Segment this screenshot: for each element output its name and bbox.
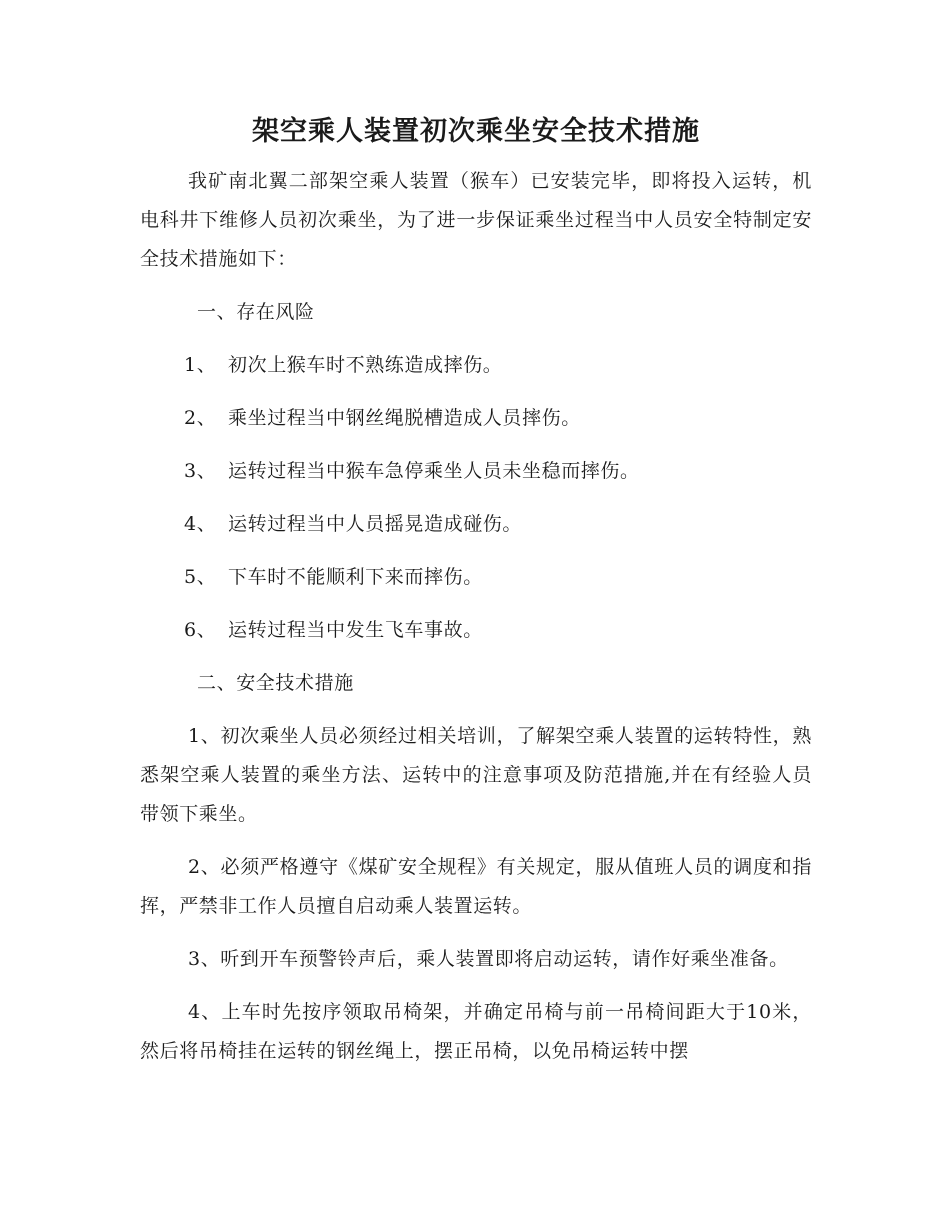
measure-paragraph: 3、听到开车预警铃声后，乘人装置即将启动运转，请作好乘坐准备。	[188, 948, 789, 970]
risk-list	[140, 346, 812, 650]
list-item	[140, 452, 812, 491]
list-item-text: 运转过程当中发生飞车事故。	[228, 619, 483, 641]
list-item	[140, 399, 812, 438]
list-item-text: 初次上猴车时不熟练造成摔伤。	[228, 354, 503, 376]
list-item-number: 5、	[184, 566, 217, 588]
list-item-number: 3、	[184, 460, 217, 482]
list-item-text: 乘坐过程当中钢丝绳脱槽造成人员摔伤。	[228, 407, 581, 429]
list-item-number: 2、	[184, 407, 217, 429]
list-item	[140, 505, 812, 544]
list-item-text: 下车时不能顺利下来而摔伤。	[228, 566, 483, 588]
intro-paragraph: 我矿南北翼二部架空乘人装置（猴车）已安装完毕，即将投入运转，机电科井下维修人员初次乘坐，为了进一步保证乘坐过程当中人员安全特制定安全技术措施如下：	[140, 170, 812, 270]
measure-paragraph: 4、上车时先按序领取吊椅架，并确定吊椅与前一吊椅间距大于10米，然后将吊椅挂在运转的钢丝绳上，摆正吊椅，以免吊椅运转中摆	[140, 1001, 812, 1062]
document-body	[140, 112, 812, 1085]
section-heading-measures: 二、安全技术措施	[197, 672, 354, 694]
list-item	[140, 346, 812, 385]
measures-list	[140, 717, 812, 1071]
list-item-text: 运转过程当中猴车急停乘坐人员未坐稳而摔伤。	[228, 460, 640, 482]
list-item	[140, 558, 812, 597]
list-item-number: 6、	[184, 619, 217, 641]
list-item	[140, 611, 812, 650]
measure-paragraph: 1、初次乘坐人员必须经过相关培训，了解架空乘人装置的运转特性，熟悉架空乘人装置的乘坐方法、运转中的注意事项及防范措施,并在有经验人员带领下乘坐。	[140, 725, 812, 825]
list-item-number: 1、	[184, 354, 217, 376]
section-heading-risks: 一、存在风险	[197, 301, 315, 323]
document-title: 架空乘人装置初次乘坐安全技术措施	[252, 116, 700, 147]
list-item-number: 4、	[184, 513, 217, 535]
measure-paragraph: 2、必须严格遵守《煤矿安全规程》有关规定，服从值班人员的调度和指挥，严禁非工作人员擅自启动乘人装置运转。	[140, 856, 812, 917]
list-item-text: 运转过程当中人员摇晃造成碰伤。	[228, 513, 523, 535]
